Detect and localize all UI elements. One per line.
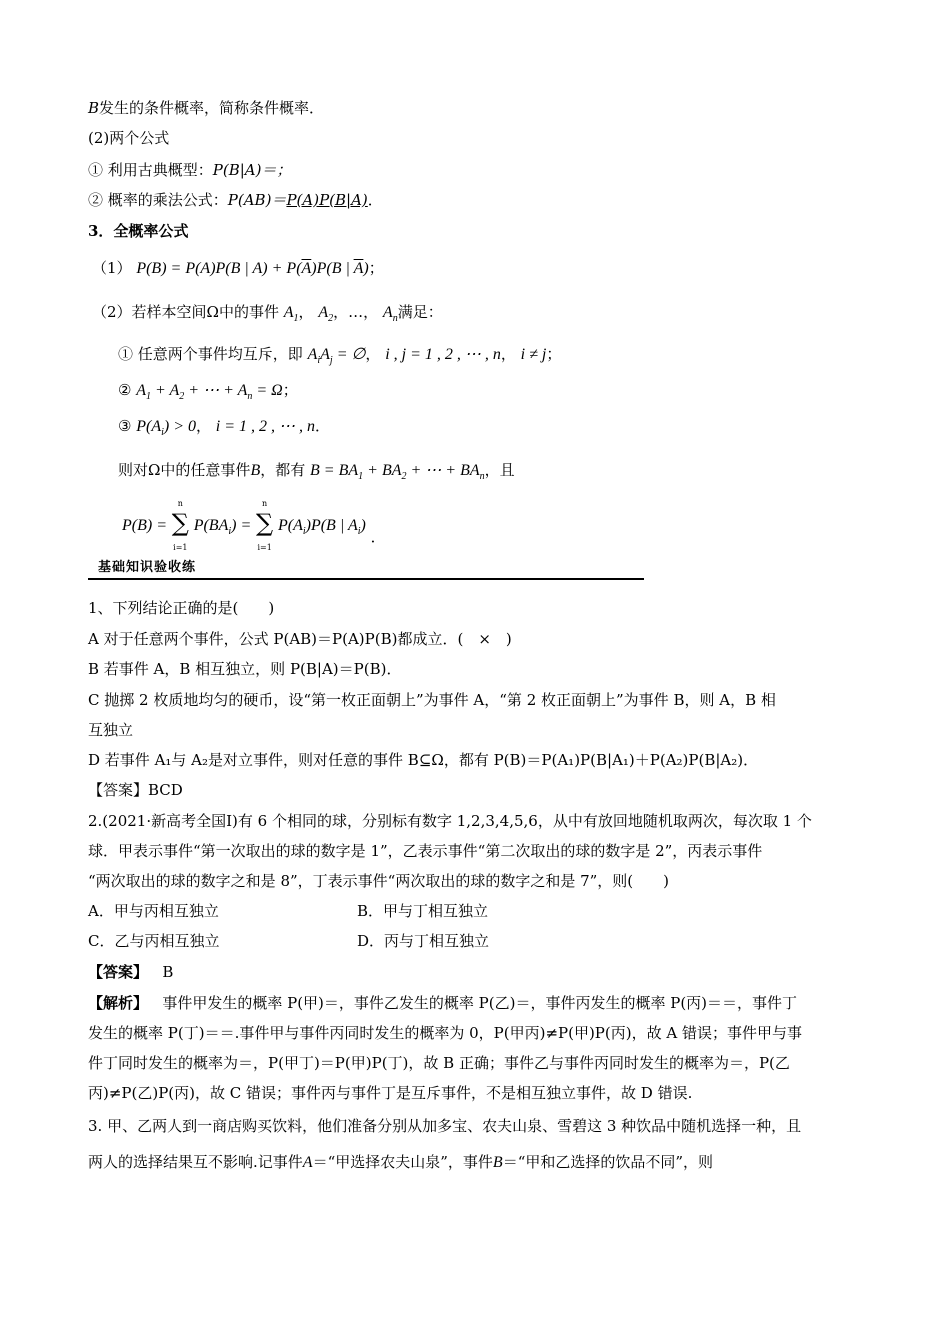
event-an: $A_n$ (382, 304, 398, 324)
q1-stem: 1、下列结论正确的是( ) (88, 599, 275, 617)
q2-line-3: “两次取出的球的数字之和是 8”，丁表示事件“两次取出的球的数字之和是 7”，则( ) (88, 872, 670, 890)
intro-line-1 (88, 98, 324, 118)
intro-line-1-text: 发生的条件概率，简称条件概率． (99, 99, 325, 117)
q1-option-b: B 若事件 A，B 相互独立，则 P(B|A)＝P(B)． (88, 660, 402, 678)
sum-symbol-2: n ∑ i=1 (256, 499, 274, 552)
q2-analysis-line-1: 【解析】 事件甲发生的概率 P(甲)＝，事件乙发生的概率 P(乙)＝，事件丙发生的概率 P(丙)＝＝，事件丁 (88, 994, 798, 1012)
total-prob-item-2: （2）若样本空间Ω中的事件 $A_1$， $A_2$，…， $A_n$满足： (92, 303, 443, 324)
q2-answer-value: B (162, 963, 174, 981)
formula-classical (88, 160, 292, 180)
q3-line-2: 两人的选择结果互不影响.记事件A＝“甲选择农夫山泉”，事件B＝“甲和乙选择的饮品不同”，则 (88, 1153, 714, 1171)
event-a1: $A_1$ (283, 304, 299, 324)
formula-multiplication-end: ． (367, 191, 383, 209)
condition-3: ③ $P(A_i) > 0$， i = 1 , 2 , ⋯ , n． (118, 417, 331, 438)
item1-label: （1） (92, 259, 132, 277)
total-prob-item-1: （1） P(B) = P(A)P(B | $A) + P(\overline{A})P(B$ | $\overline{A}$)； (92, 259, 384, 277)
q3-line-1: 3. 甲、乙两人到一商店购买饮料，他们准备分别从加多宝、农夫山泉、雪碧这 3 种饮品中随机选择一种，且 (88, 1117, 802, 1135)
q2-line-1: 2.(2021·新高考全国Ⅰ)有 6 个相同的球，分别标有数字 1,2,3,4,5,6，从中有放回地随机取两次，每次取 1 个 (88, 812, 812, 830)
formula-classical-expr: P(B|A)＝； (212, 161, 292, 179)
q1-option-c-line2: 互独立 (88, 721, 134, 739)
event-a2: $A_2$ (318, 304, 334, 324)
section-title: 基础知识验收练 (98, 560, 197, 575)
formula-classical-prefix: ① 利用古典概型： (88, 161, 213, 179)
q2-line-2: 球．甲表示事件“第一次取出的球的数字是 1”，乙表示事件“第二次取出的球的数字是 2”，丙表示事件 (88, 842, 763, 860)
q2-option-c: C．乙与丙相互独立 (88, 932, 220, 950)
q1-option-c-line1: C 抛掷 2 枚质地均匀的硬币，设“第一枚正面朝上”为事件 A，“第 2 枚正面朝上”为事件 B，则 A，B 相 (88, 691, 776, 709)
item1-formula: P(B) = P(A)P(B | $A) + P(\overline{A})P(B$ | $\overline{A}$) (136, 260, 369, 277)
q2-option-d: D．丙与丁相互独立 (357, 932, 490, 950)
total-prob-formula: P(B) = n ∑ i=1 $P(BA_i)$ = n ∑ i=1 $P(A_i)P(B$ | $A_i$) ． (122, 499, 386, 552)
section-divider (88, 578, 644, 580)
formula-multiplication-rhs: P(A)P(B|A) (286, 191, 368, 209)
condition-1: ① 任意两个事件均互斥，即 $A_iA_j$ = ∅， i , j = 1 , 2 , ⋯ , n， i ≠ j； (118, 345, 562, 366)
formula-multiplication (88, 190, 383, 210)
q1-answer: 【答案】BCD (88, 781, 183, 799)
q2-analysis-label: 【解析】 (88, 994, 149, 1012)
formula-multiplication-lhs: P(AB)＝ (227, 191, 287, 209)
then-line: 则对Ω中的任意事件B，都有 $B = BA_1 + BA_2$ + ⋯ + $BA_n$，且 (118, 461, 515, 482)
formula-multiplication-prefix: ② 概率的乘法公式： (88, 191, 228, 209)
q2-analysis-line-4: 丙)≠P(乙)P(丙)，故 C 错误；事件丙与事件丁是互斥事件，不是相互独立事件，故 D 错误. (88, 1084, 693, 1102)
q2-option-a: A．甲与丙相互独立 (88, 902, 219, 920)
condition-2: ② $A_1 + A_2$ + ⋯ + $A_n = \Omega$； (118, 381, 298, 402)
q1-option-a: A 对于任意两个事件，公式 P(AB)＝P(A)P(B)都成立．( × ) (88, 630, 512, 648)
two-formulas-heading: (2)两个公式 (88, 129, 170, 147)
q1-option-d: D 若事件 A₁与 A₂是对立事件，则对任意的事件 B⊆Ω，都有 P(B)＝P(A₁)P(B|A₁)＋P(A₂)P(B|A₂)． (88, 751, 759, 769)
q2-answer-label: 【答案】 (88, 963, 149, 981)
intro-var-b: B (88, 99, 100, 117)
q2-analysis-line-2: 发生的概率 P(丁)＝＝.事件甲与事件丙同时发生的概率为 0，P(甲丙)≠P(甲)P(丙)，故 A 错误；事件甲与事 (88, 1024, 802, 1042)
total-prob-heading: 3．全概率公式 (88, 222, 189, 240)
q2-analysis-line-3: 件丁同时发生的概率为＝，P(甲丁)＝P(甲)P(丁)，故 B 正确；事件乙与事件丙同时发生的概率为＝，P(乙 (88, 1054, 790, 1072)
sum-symbol-1: n ∑ i=1 (171, 499, 189, 552)
q2-option-b: B．甲与丁相互独立 (357, 902, 489, 920)
q2-answer (88, 962, 173, 982)
